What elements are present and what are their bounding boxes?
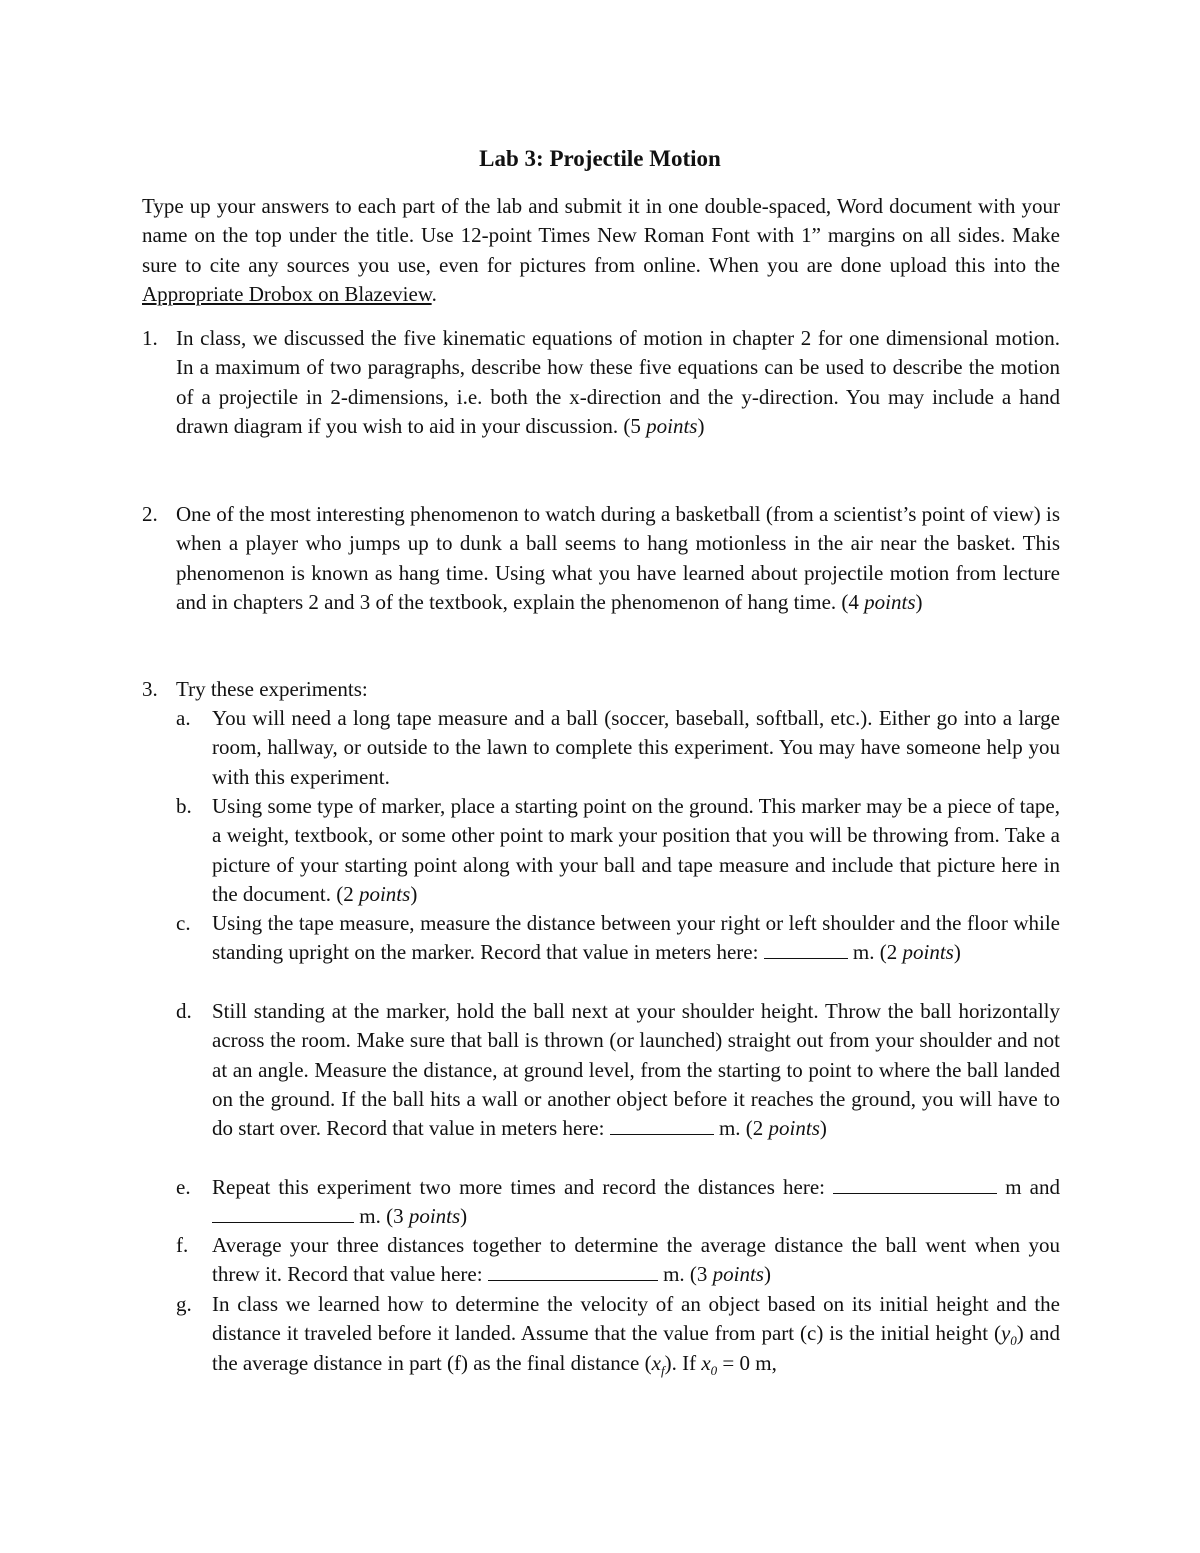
question-text: In class, we discussed the five kinematic equations of motion in chapter 2 for one dimensional motion. In a maximum of two paragraphs, describe how these five equations can be used to describe the motion of a projectile in 2-dimensions, i.e. both the x-direction and the y-direction. You may include a hand drawn diagram if you wish to aid in your discussion. (5 points) [176, 326, 1060, 438]
question-text: One of the most interesting phenomenon to watch during a basketball (from a scientist’s point of view) is when a player who jumps up to dunk a ball seems to hang motionless in the air near the basket. This phenomenon is known as hang time. Using what you have learned about projectile motion from lecture and in chapters 2 and 3 of the textbook, explain the phenomenon of hang time. (4 points) [176, 502, 1060, 614]
subpart-text: You will need a long tape measure and a ball (soccer, baseball, softball, etc.). Either go into a large room, hallway, or outside to the lawn to complete this experiment. You may have someone help you with this experiment. [212, 706, 1060, 789]
subpart-letter: a. [176, 706, 191, 730]
shoulder-height-blank[interactable] [764, 938, 848, 959]
question-number: 1. [142, 326, 158, 350]
subpart-letter: e. [176, 1175, 191, 1199]
repeat-distance-1-blank[interactable] [833, 1173, 997, 1194]
subpart-text: Repeat this experiment two more times and record the distances here: m and m. (3 points) [212, 1175, 1061, 1229]
subpart-letter: d. [176, 999, 192, 1023]
subpart-text: In class we learned how to determine the velocity of an object based on its initial height and the distance it traveled before it landed. Assume that the value from part (c) is the initial height $(y_0)$ and the average distance in part (f) as the final distance $(x_f)$. If $x_0 = 0$ m, [212, 1292, 1060, 1378]
question-number: 2. [142, 502, 158, 526]
repeat-distance-2-blank[interactable] [212, 1202, 354, 1223]
subpart-letter: b. [176, 794, 192, 818]
intro-text: Type up your answers to each part of the lab and submit it in one double-spaced, Word document with your name on the top under the title. Use 12-point Times New Roman Font with 1” margins on all sides. Make sure to cite any sources you use, even for pictures from online. When you are done upload this into the [142, 194, 1060, 277]
subpart-text: Still standing at the marker, hold the ball next at your shoulder height. Throw the ball horizontally across the room. Make sure that ball is thrown (or launched) straight out from your shoulder and not at an angle. Measure the distance, at ground level, from the starting to point to where the ball landed on the ground. If the ball hits a wall or another object before it reaches the ground, you will have to do start over. Record that value in meters here: m. (2 points) [212, 999, 1060, 1141]
initial-position-variable: $x_0$ [701, 1350, 718, 1378]
subpart-letter: f. [176, 1233, 189, 1257]
intro-paragraph [142, 192, 1060, 309]
subpart-letter: c. [176, 911, 191, 935]
subpart-text: Average your three distances together to determine the average distance the ball went when you threw it. Record that value here: m. (3 points) [212, 1233, 1060, 1287]
subpart-text: Using the tape measure, measure the distance between your right or left shoulder and the floor while standing upright on the marker. Record that value in meters here: m. (2 points) [212, 911, 1060, 965]
question-number: 3. [142, 677, 158, 701]
page-title: Lab 3: Projectile Motion [479, 146, 721, 171]
subpart-letter: g. [176, 1292, 192, 1316]
question-text: Try these experiments: [176, 677, 368, 701]
blazeview-dropbox-link[interactable]: Appropriate Drobox on Blazeview [142, 281, 432, 306]
average-distance-blank[interactable] [488, 1260, 658, 1281]
initial-height-variable: $y_0$ [1000, 1321, 1017, 1349]
intro-end: . [431, 281, 437, 306]
subpart-text: Using some type of marker, place a starting point on the ground. This marker may be a piece of tape, a weight, textbook, or some other point to mark your position that you will be throwing from. Take a picture of your starting point along with your ball and tape measure and include that picture here in the document. (2 points) [212, 794, 1060, 906]
throw-distance-blank[interactable] [610, 1114, 714, 1135]
final-distance-variable: $x_f$ [651, 1350, 665, 1378]
